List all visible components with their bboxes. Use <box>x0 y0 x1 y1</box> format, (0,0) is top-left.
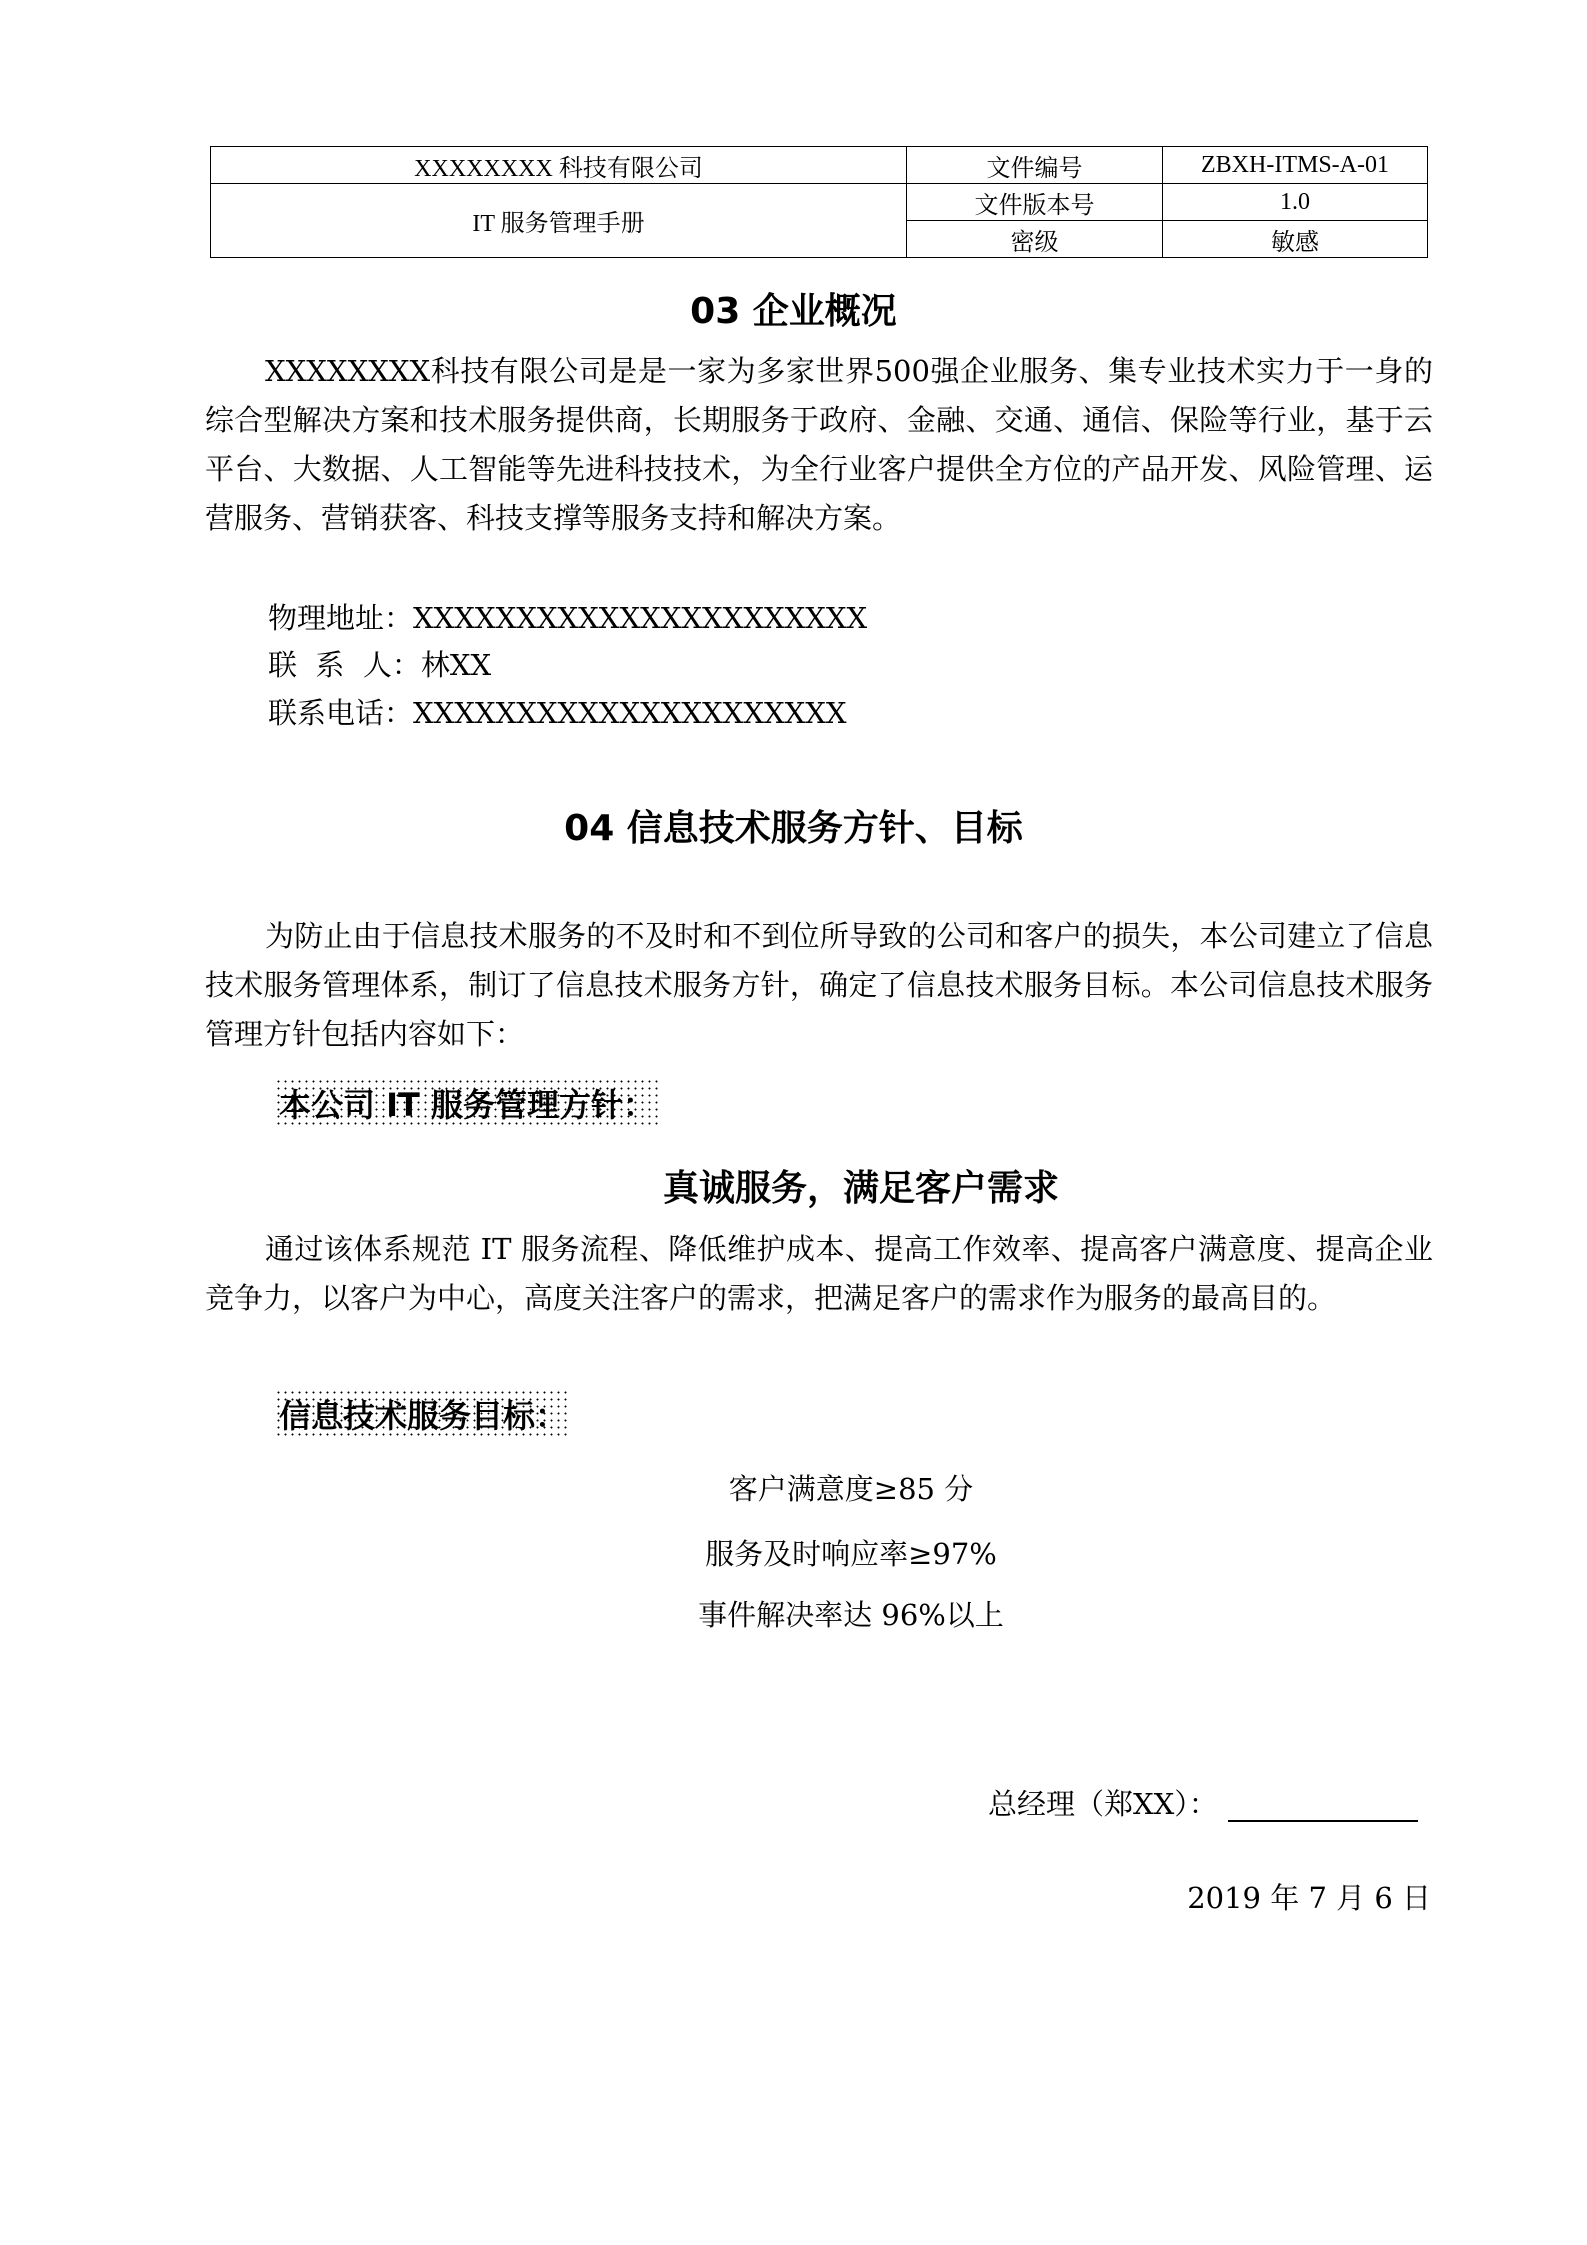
section-3-title: 03 企业概况 <box>690 291 897 332</box>
doc-number-label: 文件编号 <box>907 147 1163 184</box>
company-overview-paragraph: XXXXXXXX科技有限公司是是一家为多家世界500强企业服务、集专业技术实力于一身的综合型解决方案和技术服务提供商，长期服务于政府、金融、交通、通信、保险等行业，基于云平台、大数据、人工智能等先进科技技术，为全行业客户提供全方位的产品开发、风险管理、运营服务、营销获客、科技支撑等服务支持和解决方案。 <box>205 354 1433 535</box>
signature-line <box>1228 1820 1418 1822</box>
signature-label: 总经理（郑XX）： <box>988 1787 1218 1821</box>
policy-label: 本公司 IT 服务管理方针： <box>275 1078 659 1128</box>
target-satisfaction: 客户满意度≥85 分 <box>728 1472 974 1506</box>
version: 1.0 <box>1163 184 1428 221</box>
target-response-rate: 服务及时响应率≥97% <box>705 1537 997 1571</box>
security-level: 敏感 <box>1163 221 1428 258</box>
section-4-title: 04 信息技术服务方针、目标 <box>564 808 1023 849</box>
target-resolution-rate: 事件解决率达 96%以上 <box>698 1598 1004 1632</box>
targets-label: 信息技术服务目标： <box>275 1389 571 1439</box>
doc-title: IT 服务管理手册 <box>211 184 907 258</box>
document-header-table <box>210 146 1428 258</box>
company-name: XXXXXXXX 科技有限公司 <box>211 147 907 184</box>
contact-line: 联 系 人：林XX <box>268 648 492 682</box>
doc-number: ZBXH-ITMS-A-01 <box>1163 147 1428 184</box>
phone-line: 联系电话：XXXXXXXXXXXXXXXXXXXXX <box>268 696 847 730</box>
address-line: 物理地址：XXXXXXXXXXXXXXXXXXXXXX <box>268 601 868 635</box>
signature-date: 2019 年 7 月 6 日 <box>1187 1881 1431 1915</box>
policy-paragraph: 通过该体系规范 IT 服务流程、降低维护成本、提高工作效率、提高客户满意度、提高企业竞争力，以客户为中心，高度关注客户的需求，把满足客户的需求作为服务的最高目的。 <box>205 1232 1433 1315</box>
policy-slogan: 真诚服务，满足客户需求 <box>662 1168 1059 1209</box>
security-label: 密级 <box>907 221 1163 258</box>
version-label: 文件版本号 <box>907 184 1163 221</box>
it-service-paragraph: 为防止由于信息技术服务的不及时和不到位所导致的公司和客户的损失，本公司建立了信息技术服务管理体系，制订了信息技术服务方针，确定了信息技术服务目标。本公司信息技术服务管理方针包括内容如下： <box>205 919 1433 1051</box>
